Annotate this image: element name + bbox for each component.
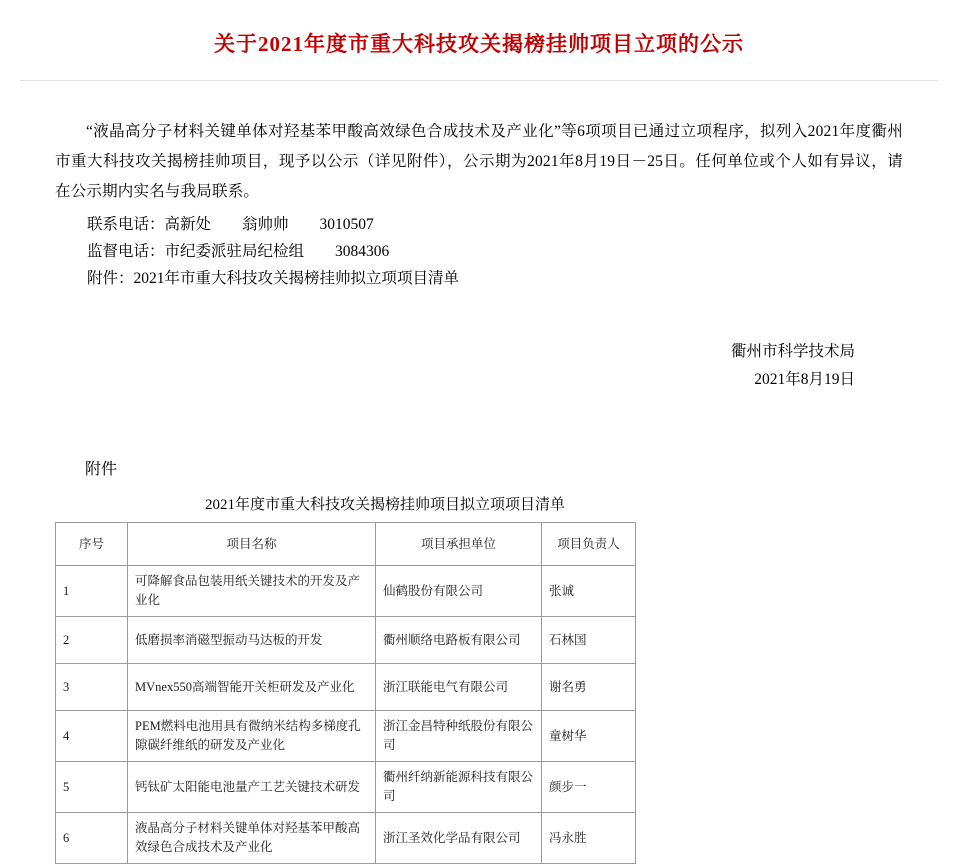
- cell-no: 6: [56, 813, 128, 864]
- document-body: [0, 81, 958, 514]
- cell-organization: 浙江联能电气有限公司: [376, 664, 542, 711]
- table-row: [56, 762, 636, 813]
- table-header-project-name: 项目名称: [128, 523, 376, 566]
- cell-no: 5: [56, 762, 128, 813]
- project-table-wrapper: [0, 522, 958, 864]
- table-row: [56, 664, 636, 711]
- table-header-organization: 项目承担单位: [376, 523, 542, 566]
- cell-organization: 衢州纤纳新能源科技有限公司: [376, 762, 542, 813]
- cell-leader: 冯永胜: [542, 813, 636, 864]
- table-caption: 2021年度市重大科技攻关揭榜挂帅项目拟立项项目清单: [205, 497, 566, 513]
- page-title: 关于2021年度市重大科技攻关揭榜挂帅项目立项的公示: [214, 32, 744, 56]
- cell-no: 1: [56, 566, 128, 617]
- contact-block: [55, 211, 903, 292]
- cell-project-name: 液晶高分子材料关键单体对羟基苯甲酸高效绿色合成技术及产业化: [128, 813, 376, 864]
- table-row: [56, 813, 636, 864]
- cell-project-name: 钙钛矿太阳能电池量产工艺关键技术研发: [128, 762, 376, 813]
- signature-block: [55, 338, 903, 394]
- table-header-no: 序号: [56, 523, 128, 566]
- cell-project-name: 可降解食品包装用纸关键技术的开发及产业化: [128, 566, 376, 617]
- cell-organization: 浙江金昌特种纸股份有限公司: [376, 711, 542, 762]
- cell-organization: 仙鹤股份有限公司: [376, 566, 542, 617]
- attachment-label: 附件: [85, 461, 118, 478]
- table-row: [56, 617, 636, 664]
- cell-no: 3: [56, 664, 128, 711]
- cell-no: 2: [56, 617, 128, 664]
- cell-leader: 谢名勇: [542, 664, 636, 711]
- cell-organization: 浙江圣效化学品有限公司: [376, 813, 542, 864]
- table-row: [56, 566, 636, 617]
- table-row: [56, 711, 636, 762]
- issue-date: 2021年8月19日: [754, 371, 855, 388]
- issuing-organization: 衢州市科学技术局: [730, 343, 855, 360]
- contact-line-2: 监督电话：市纪委派驻局纪检组 3084306: [87, 243, 390, 260]
- cell-leader: 童树华: [542, 711, 636, 762]
- project-table: [55, 522, 636, 864]
- announcement-paragraph: “液晶高分子材料关键单体对羟基苯甲酸高效绿色合成技术及产业化”等6项项目已通过立项程序，拟列入2021年度衢州市重大科技攻关揭榜挂帅项目，现予以公示（详见附件），公示期为2021年8月19日－25日。任何单位或个人如有异议，请在公示期内实名与我局联系。: [55, 123, 903, 200]
- contact-line-1: 联系电话：高新处 翁帅帅 3010507: [87, 216, 374, 233]
- cell-leader: 颜步一: [542, 762, 636, 813]
- cell-organization: 衢州顺络电路板有限公司: [376, 617, 542, 664]
- attachment-note: 附件：2021年市重大科技攻关揭榜挂帅拟立项项目清单: [87, 270, 460, 287]
- cell-no: 4: [56, 711, 128, 762]
- cell-project-name: 低磨损率消磁型振动马达板的开发: [128, 617, 376, 664]
- cell-leader: 石林国: [542, 617, 636, 664]
- cell-project-name: MVnex550高端智能开关柜研发及产业化: [128, 664, 376, 711]
- table-header-leader: 项目负责人: [542, 523, 636, 566]
- cell-project-name: PEM燃料电池用具有微纳米结构多梯度孔隙碳纤维纸的研发及产业化: [128, 711, 376, 762]
- cell-leader: 张诚: [542, 566, 636, 617]
- table-header-row: [56, 523, 636, 566]
